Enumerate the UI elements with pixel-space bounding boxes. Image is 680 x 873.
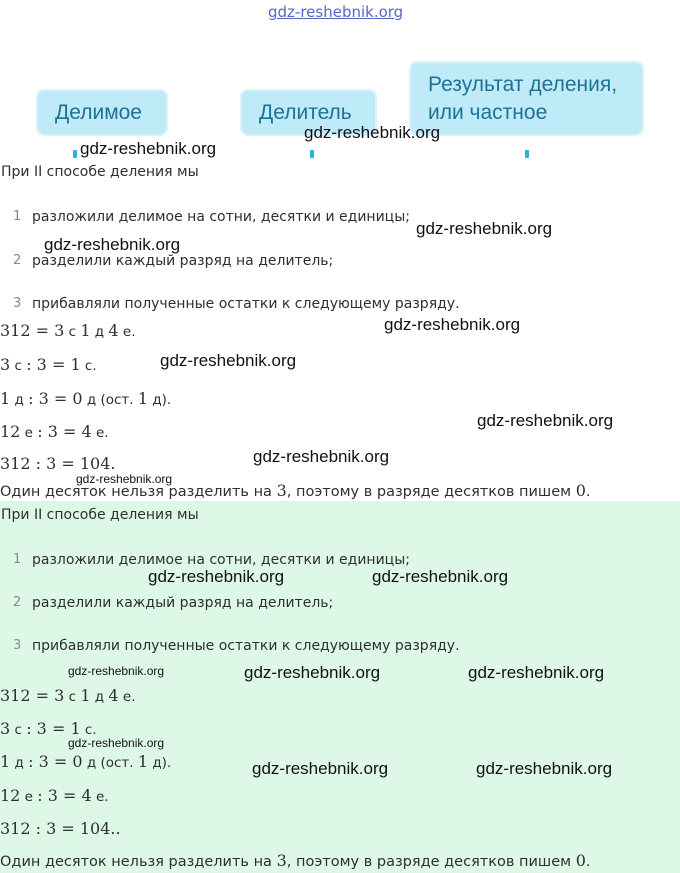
watermark: gdz-reshebnik.org [384,315,521,334]
watermark: gdz-reshebnik.org [252,759,389,778]
section2-math-line2: 3 с : 3 = 1 с. [0,719,97,738]
quotient-box [411,63,642,134]
section1-math-result: 312 : 3 = 104. [0,454,116,473]
watermark: gdz-reshebnik.org [76,472,173,486]
watermark: gdz-reshebnik.org [253,447,390,466]
section2-math-result: 312 : 3 = 104.. [0,819,121,838]
watermark: gdz-reshebnik.org [476,759,613,778]
section2-step1-text: разложили делимое на сотни, десятки и единицы; [32,552,410,568]
section2-step2-number: 2 [13,595,22,610]
watermark: gdz-reshebnik.org [68,736,165,750]
section1-conclusion: Один десяток нельзя разделить на 3, поэтому в разряде десятков пишем 0. [0,481,591,500]
dividend-box [38,91,166,134]
divisor-marker [310,150,314,158]
quotient-marker [525,150,529,158]
section2-step2-text: разделили каждый разряд на делитель; [32,595,334,611]
quotient-label-line1: Результат деления, [428,73,618,96]
divisor-label: Делитель [259,101,352,124]
watermark: gdz-reshebnik.org [244,663,381,682]
site-header-link[interactable]: gdz-reshebnik.org [268,3,404,21]
quotient-label-line2: или частное [428,101,548,124]
section1-step3-text: прибавляли полученные остатки к следующему разряду. [32,296,460,312]
watermark: gdz-reshebnik.org [160,351,297,370]
section2-math-line4: 12 е : 3 = 4 е. [0,786,109,805]
section1-step3-number: 3 [13,296,22,311]
watermark: gdz-reshebnik.org [477,411,614,430]
dividend-label: Делимое [55,101,142,124]
watermark: gdz-reshebnik.org [80,139,217,158]
section2-step1-number: 1 [13,552,22,567]
section2-step3-text: прибавляли полученные остатки к следующему разряду. [32,638,460,654]
watermark: gdz-reshebnik.org [148,567,285,586]
section2-math-line3: 1 д : 3 = 0 д (ост. 1 д). [0,752,172,771]
section1-math-line2: 3 с : 3 = 1 с. [0,355,97,374]
watermark: gdz-reshebnik.org [372,567,509,586]
section1-math-line1: 312 = 3 с 1 д 4 е. [0,321,136,340]
section1-step2-text: разделили каждый разряд на делитель; [32,253,334,269]
section1-intro: При II способе деления мы [1,164,199,180]
watermark: gdz-reshebnik.org [304,123,441,142]
dividend-marker [73,150,77,158]
section2-math-line1: 312 = 3 с 1 д 4 е. [0,686,136,705]
section2-intro: При II способе деления мы [1,507,199,523]
watermark: gdz-reshebnik.org [416,219,553,238]
section1-step1-number: 1 [13,209,22,224]
section1-math-line3: 1 д : 3 = 0 д (ост. 1 д). [0,389,172,408]
section1-step1-text: разложили делимое на сотни, десятки и единицы; [32,209,410,225]
section1-math-line4: 12 е : 3 = 4 е. [0,422,109,441]
watermark: gdz-reshebnik.org [44,235,181,254]
section1-step2-number: 2 [13,253,22,268]
watermark: gdz-reshebnik.org [468,663,605,682]
section2-conclusion: Один десяток нельзя разделить на 3, поэтому в разряде десятков пишем 0. [0,851,591,870]
section2-step3-number: 3 [13,638,22,653]
watermark: gdz-reshebnik.org [68,664,165,678]
